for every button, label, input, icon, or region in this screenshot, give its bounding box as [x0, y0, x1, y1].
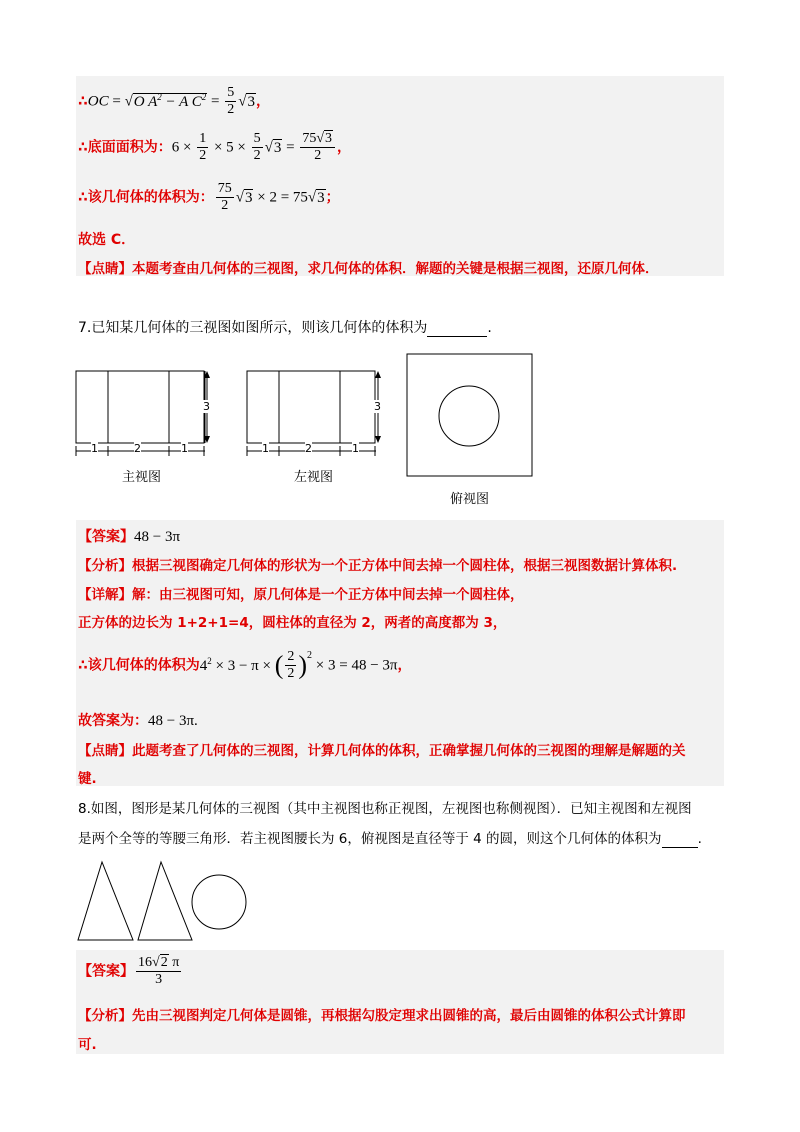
q6-volume-line: ∴该几何体的体积为： $\frac{75}{2}$ √3 × 2 = 75√3；	[78, 181, 340, 213]
q6-oc-line: ∴OC = √O $A^2 - A$ $C^2$ = $\frac{5}{2}$ √3，	[78, 85, 270, 117]
q8-stem-line1: 8.如图，图形是某几何体的三视图（其中主视图也称正视图，左视图也称侧视图）．已知主视图和左视图	[78, 801, 692, 817]
q8-three-views-figure	[76, 858, 256, 944]
q7-detail-line2: 正方体的边长为 1+2+1=4，圆柱体的直径为 2，两者的高度都为 3，	[78, 615, 507, 631]
q7-side-view-label: 左视图	[294, 470, 334, 485]
q7-volume-line: ∴该几何体的体积为$4^2 \times 3 - \pi$ × ( $\frac{2}{2}$ )$^2$ × 3 = 48 − 3π，	[78, 649, 412, 681]
q7-front-dim-2: 2	[134, 442, 141, 455]
q7-front-dim-3: 3	[203, 400, 210, 413]
q7-detail: 【详解】解：由三视图可知，原几何体是一个正方体中间去掉一个圆柱体，	[78, 587, 524, 603]
q7-answer: 【答案】48 − 3π	[78, 529, 181, 545]
q8-analysis: 【分析】先由三视图判定几何体是圆锥，再根据勾股定理求出圆锥的高，最后由圆锥的体积公式计算即	[78, 1008, 686, 1024]
q7-analysis: 【分析】根据三视图确定几何体的形状为一个正方体中间去掉一个圆柱体，根据三视图数据计算体积.	[78, 558, 678, 574]
q7-dianjing: 【点睛】此题考查了几何体的三视图，计算几何体的体积，正确掌握几何体的三视图的理解是解题的关	[78, 743, 686, 759]
q6-choice: 故选 C．	[78, 232, 136, 248]
q7-top-view-figure	[405, 352, 535, 478]
q8-answer: 【答案】 $\frac{16√2 \pi}{3}$	[78, 955, 180, 987]
q7-top-view-label: 俯视图	[450, 492, 490, 507]
q7-stem: 7.已知某几何体的三视图如图所示，则该几何体的体积为 .	[78, 320, 492, 336]
q6-dianjing: 【点睛】本题考查由几何体的三视图，求几何体的体积．解题的关键是根据三视图，还原几何体．	[78, 261, 659, 277]
q8-analysis-line2: 可.	[78, 1037, 97, 1053]
q6-base-area-line: ∴底面面积为：6 × $\frac{1}{2}$ × 5 × $\frac{5}{2}$ √3 = $\frac{75√3}{2}$ ，	[78, 131, 352, 163]
q7-front-dim-1a: 1	[91, 442, 98, 455]
q7-side-dim-2: 2	[305, 442, 312, 455]
q7-side-dim-1b: 1	[352, 442, 359, 455]
q7-front-dim-1b: 1	[181, 442, 188, 455]
q7-side-dim-1a: 1	[262, 442, 269, 455]
q7-conclusion: 故答案为：48 − 3π.	[78, 713, 198, 729]
q8-stem-line2: 是两个全等的等腰三角形．若主视图腰长为 6，俯视图是直径等于 4 的圆，则这个几何体的体积为 .	[78, 831, 702, 847]
q7-front-view-label: 主视图	[122, 470, 162, 485]
q7-side-dim-3: 3	[374, 400, 381, 413]
q7-dianjing-line2: 键.	[78, 771, 97, 787]
